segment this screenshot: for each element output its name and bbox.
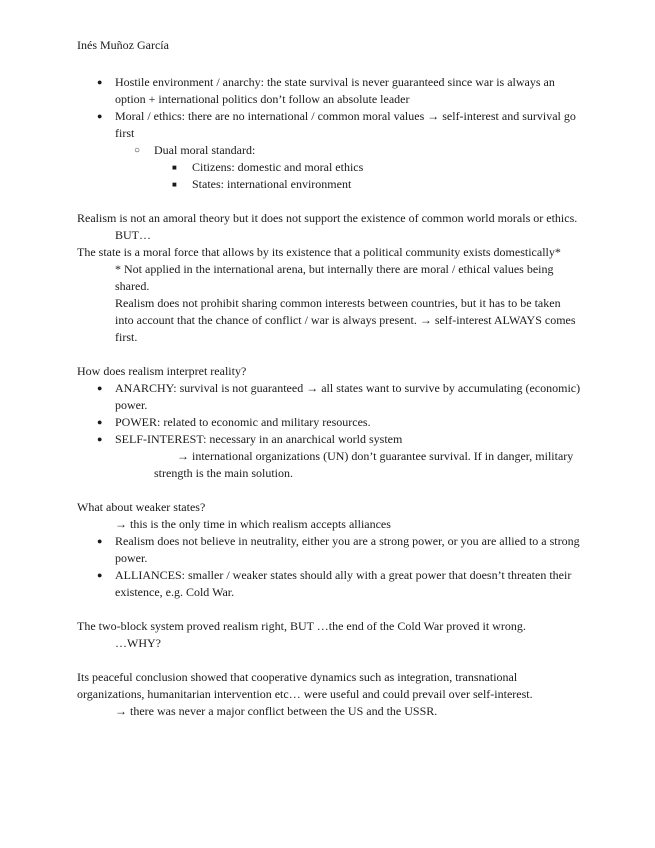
list-item: [77, 431, 582, 448]
sub-sub-list-item-text: Citizens: domestic and moral ethics: [192, 160, 364, 174]
disc-bullet-icon: ●: [97, 536, 103, 546]
circle-bullet-icon: ○: [134, 145, 141, 156]
disc-bullet-icon: ●: [97, 434, 103, 444]
sub-sub-list-item: [77, 176, 582, 193]
sub-list-item-text: Dual moral standard:: [154, 143, 256, 157]
square-bullet-icon: ■: [172, 180, 177, 189]
arrow-note-alliances: → this is the only time in which realism accepts alliances: [115, 517, 391, 531]
paragraph-amoral: Realism is not an amoral theory but it does not support the existence of common world morals or ethics.: [77, 211, 578, 225]
list-item-text: Realism does not believe in neutrality, either you are a strong power, or you are allied to a strong power.: [115, 534, 580, 565]
sub-sub-list-item-text: States: international environment: [192, 177, 352, 191]
list-item: [77, 414, 582, 431]
list-item-text: ALLIANCES: smaller / weaker states should ally with a great power that doesn’t threaten their existence, e.g. Cold War.: [115, 568, 572, 599]
arrow-note-us-ussr: → there was never a major conflict between the US and the USSR.: [115, 704, 438, 718]
disc-bullet-icon: ●: [97, 570, 103, 580]
disc-bullet-icon: ●: [97, 111, 103, 121]
bullet-list-realism-traits: [77, 74, 582, 193]
disc-bullet-icon: ●: [97, 77, 103, 87]
document-page: [77, 37, 582, 720]
sub-sub-list-item: [77, 159, 582, 176]
arrow-note-organizations: → international organizations (UN) don’t guarantee survival. If in danger, military strength is the main solution.: [154, 449, 574, 480]
list-item: [77, 567, 582, 601]
question-weaker-states: What about weaker states?: [77, 500, 206, 514]
list-item: [77, 533, 582, 567]
note-international-arena: * Not applied in the international arena, but internally there are moral / ethical values being shared.: [115, 262, 554, 293]
paragraph-moral-force: The state is a moral force that allows by its existence that a political community exists domestically*: [77, 245, 561, 259]
note-common-interests: Realism does not prohibit sharing common interests between countries, but it has to be taken into account that the chance of conflict / war is always present. → self-interest ALWAYS comes first.: [115, 296, 576, 344]
paragraph-peaceful-conclusion: Its peaceful conclusion showed that cooperative dynamics such as integration, transnational organizations, humanitarian intervention etc… were useful and could prevail over self-interest.: [77, 670, 533, 701]
bullet-list-weaker-states: [77, 533, 582, 601]
bullet-list-reality: [77, 380, 582, 448]
list-item: [77, 380, 582, 414]
disc-bullet-icon: ●: [97, 383, 103, 393]
list-item-text: SELF-INTEREST: necessary in an anarchical world system: [115, 432, 403, 446]
list-item-text: POWER: related to economic and military resources.: [115, 415, 371, 429]
list-item-text: ANARCHY: survival is not guaranteed → all states want to survive by accumulating (economic) power.: [115, 381, 581, 412]
paragraph-two-block: The two-block system proved realism right, BUT …the end of the Cold War proved it wrong.: [77, 619, 526, 633]
why-line: …WHY?: [115, 636, 161, 650]
list-item: [77, 108, 582, 142]
list-item-text: Hostile environment / anarchy: the state survival is never guaranteed since war is always an option + international politics don’t follow an absolute leader: [115, 75, 555, 106]
list-item: [77, 74, 582, 108]
question-interpret-reality: How does realism interpret reality?: [77, 364, 247, 378]
list-item-text: Moral / ethics: there are no international / common moral values → self-interest and survival go first: [115, 109, 576, 140]
disc-bullet-icon: ●: [97, 417, 103, 427]
square-bullet-icon: ■: [172, 163, 177, 172]
author-name: Inés Muñoz García: [77, 38, 169, 52]
sub-list-item: [77, 142, 582, 159]
but-line: BUT…: [115, 228, 151, 242]
